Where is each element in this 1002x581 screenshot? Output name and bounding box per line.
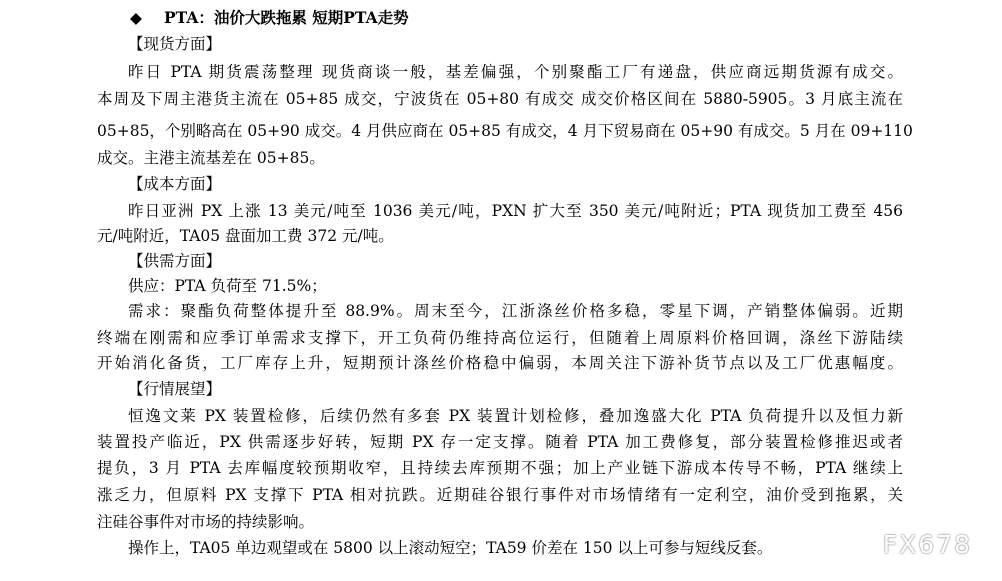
heading-cost: 【成本方面】 xyxy=(128,175,222,193)
spot-line-4: 成交。主港主流基差在 05+85。 xyxy=(97,149,325,167)
outlook-line-1: 恒逸文莱 PX 装置检修，后续仍然有多套 PX 装置计划检修，叠加逸盛大化 PTA 负荷提升以及恒力新 xyxy=(128,407,903,425)
section-title xyxy=(130,7,409,29)
heading-supply-demand: 【供需方面】 xyxy=(128,252,222,270)
heading-outlook: 【行情展望】 xyxy=(128,380,222,398)
watermark-logo: FX678 xyxy=(882,530,972,559)
outlook-line-2: 装置投产临近，PX 供需逐步好转，短期 PX 存一定支撑。随着 PTA 加工费修复，部分装置检修推迟或者 xyxy=(97,433,903,451)
outlook-line-4: 涨乏力，但原料 PX 支撑下 PTA 相对抗跌。近期硅谷银行事件对市场情绪有一定利空，油价受到拖累，关 xyxy=(97,486,903,504)
diamond-bullet-icon: ◆ xyxy=(130,8,142,27)
outlook-line-5: 注硅谷事件对市场的持续影响。 xyxy=(97,513,315,531)
operation-line: 操作上，TA05 单边观望或在 5800 以上滚动短空；TA59 价差在 150 以上可参与短线反套。 xyxy=(128,539,773,557)
demand-line-1: 需求：聚酯负荷整体提升至 88.9%。周末至今，江浙涤丝价格多稳，零星下调，产销整体偏弱。近期 xyxy=(128,302,903,320)
spot-line-2: 本周及下周主港货主流在 05+85 成交，宁波货在 05+80 有成交 成交价格区间在 5880-5905。3 月底主流在 xyxy=(97,90,903,108)
demand-line-3: 开始消化备货，工厂库存上升，短期预计涤丝价格稳中偏弱，本周关注下游补货节点以及工厂优惠幅度。 xyxy=(97,354,903,372)
cost-line-1: 昨日亚洲 PX 上涨 13 美元/吨至 1036 美元/吨，PXN 扩大至 350 美元/吨附近；PTA 现货加工费至 456 xyxy=(128,202,903,220)
spot-line-3: 05+85，个别略高在 05+90 成交。4 月供应商在 05+85 有成交，4 月下贸易商在 05+90 有成交。5 月在 09+110 xyxy=(97,122,913,140)
heading-spot: 【现货方面】 xyxy=(128,35,222,53)
supply-line: 供应：PTA 负荷至 71.5%； xyxy=(128,277,327,295)
spot-line-1: 昨日 PTA 期货震荡整理 现货商谈一般，基差偏强，个别聚酯工厂有递盘，供应商远期货源有成交。 xyxy=(128,63,903,81)
outlook-line-3: 提负，3 月 PTA 去库幅度较预期收窄，且持续去库预期不强；加上产业链下游成本传导不畅，PTA 继续上 xyxy=(97,459,903,477)
demand-line-2: 终端在刚需和应季订单需求支撑下，开工负荷仍维持高位运行，但随着上周原料价格回调，涤丝下游陆续 xyxy=(97,329,903,347)
title-text: PTA：油价大跌拖累 短期PTA走势 xyxy=(164,8,409,27)
cost-line-2: 元/吨附近，TA05 盘面加工费 372 元/吨。 xyxy=(97,227,394,245)
